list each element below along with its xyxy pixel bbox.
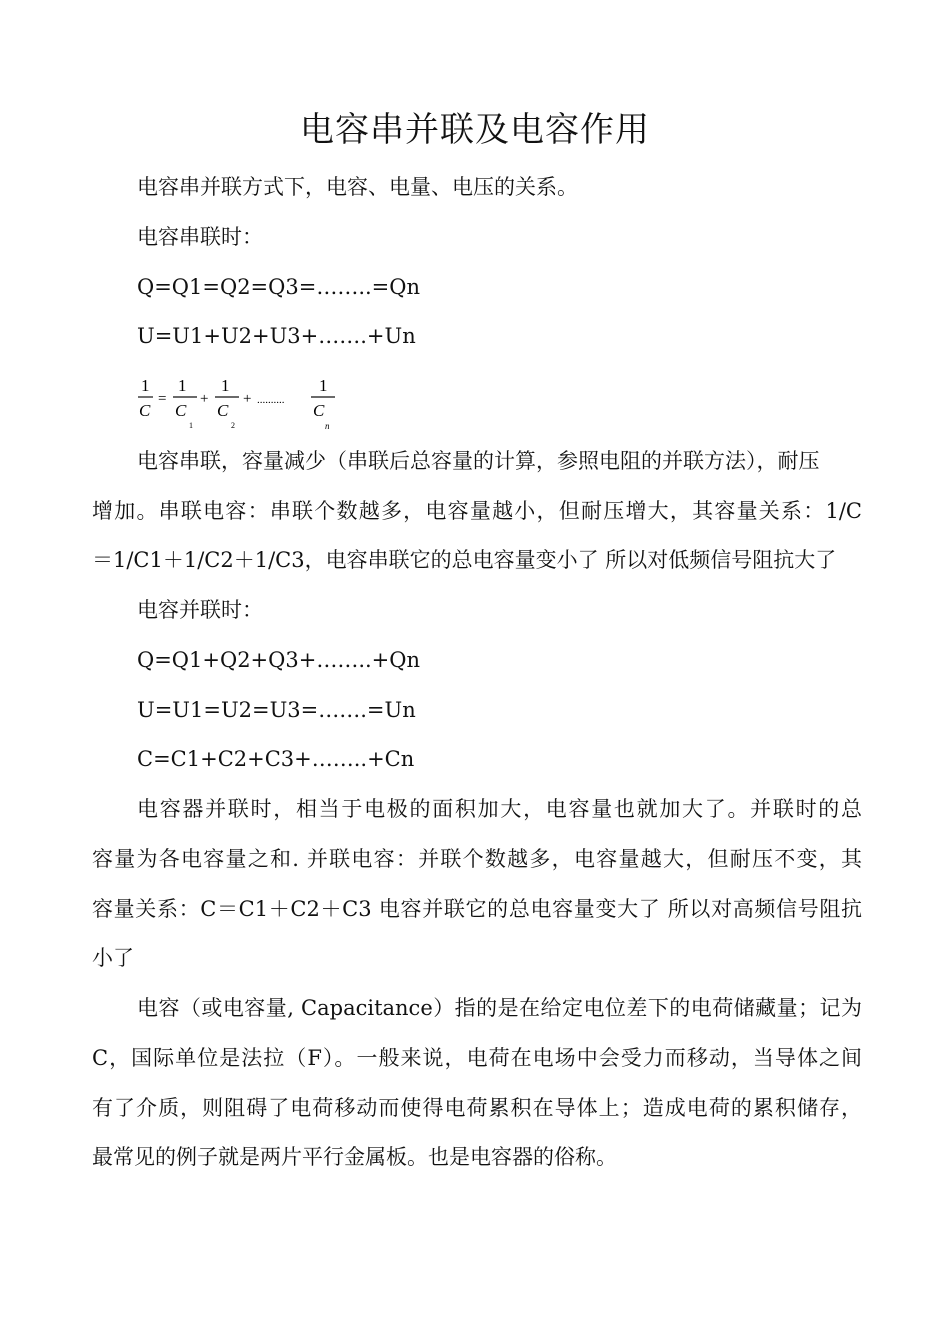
parallel-heading: 电容并联时： xyxy=(137,598,263,622)
parallel-paragraph-line: 容量为各电容量之和. 并联电容：并联个数越多，电容量越大，但耐压不变，其 xyxy=(92,847,862,871)
definition-line: 有了介质，则阻碍了电荷移动而使得电荷累积在导体上；造成电荷的累积储存， xyxy=(92,1096,862,1120)
series-voltage-equation: U=U1+U2+U3+…….+Un xyxy=(137,324,416,348)
formula-termn-denominator: C xyxy=(313,401,325,420)
series-capacitance-formula xyxy=(137,374,367,432)
series-paragraph-line: ＝1/C1＋1/C2＋1/C3，电容串联它的总电容量变小了 所以对低频信号阻抗大了 xyxy=(92,548,837,572)
formula-plus-2: + xyxy=(243,391,252,407)
formula-lhs-numerator: 1 xyxy=(141,376,150,395)
series-charge-equation: Q=Q1=Q2=Q3=……..=Qn xyxy=(137,275,421,299)
parallel-voltage-equation: U=U1=U2=U3=…….=Un xyxy=(137,698,416,722)
formula-term2-denominator: C xyxy=(217,401,229,420)
parallel-capacitance-equation: C=C1+C2+C3+……..+Cn xyxy=(137,747,415,771)
formula-term1-subscript: 1 xyxy=(189,421,193,430)
parallel-paragraph-line: 容量关系：C＝C1＋C2＋C3 电容并联它的总电容量变大了 所以对高频信号阻抗 xyxy=(92,897,862,921)
formula-plus-1: + xyxy=(200,391,209,407)
formula-termn-numerator: 1 xyxy=(319,376,328,395)
definition-line: C，国际单位是法拉（F）。一般来说，电荷在电场中会受力而移动，当导体之间 xyxy=(92,1046,862,1070)
definition-line: 电容（或电容量, Capacitance）指的是在给定电位差下的电荷储藏量；记为 xyxy=(137,996,862,1020)
formula-term1-denominator: C xyxy=(175,401,187,420)
parallel-paragraph-line: 电容器并联时，相当于电极的面积加大，电容量也就加大了。并联时的总 xyxy=(137,797,862,821)
formula-dots: .......... xyxy=(257,394,285,406)
series-heading: 电容串联时： xyxy=(137,225,263,249)
intro-line: 电容串并联方式下，电容、电量、电压的关系。 xyxy=(137,175,578,199)
definition-line: 最常见的例子就是两片平行金属板。也是电容器的俗称。 xyxy=(92,1145,617,1169)
formula-term2-subscript: 2 xyxy=(231,421,235,430)
formula-term1-numerator: 1 xyxy=(178,376,187,395)
document-title: 电容串并联及电容作用 xyxy=(300,110,650,150)
formula-lhs-denominator: C xyxy=(139,401,151,420)
series-paragraph-line: 电容串联，容量减少（串联后总容量的计算，参照电阻的并联方法），耐压 xyxy=(137,449,820,473)
parallel-charge-equation: Q=Q1+Q2+Q3+……..+Qn xyxy=(137,648,421,672)
formula-termn-subscript: n xyxy=(325,421,330,431)
formula-term2-numerator: 1 xyxy=(221,376,230,395)
formula-equals: = xyxy=(158,391,167,407)
series-paragraph-line: 增加。串联电容：串联个数越多，电容量越小，但耐压增大，其容量关系：1/C xyxy=(92,499,862,523)
parallel-paragraph-line: 小了 xyxy=(92,946,134,970)
